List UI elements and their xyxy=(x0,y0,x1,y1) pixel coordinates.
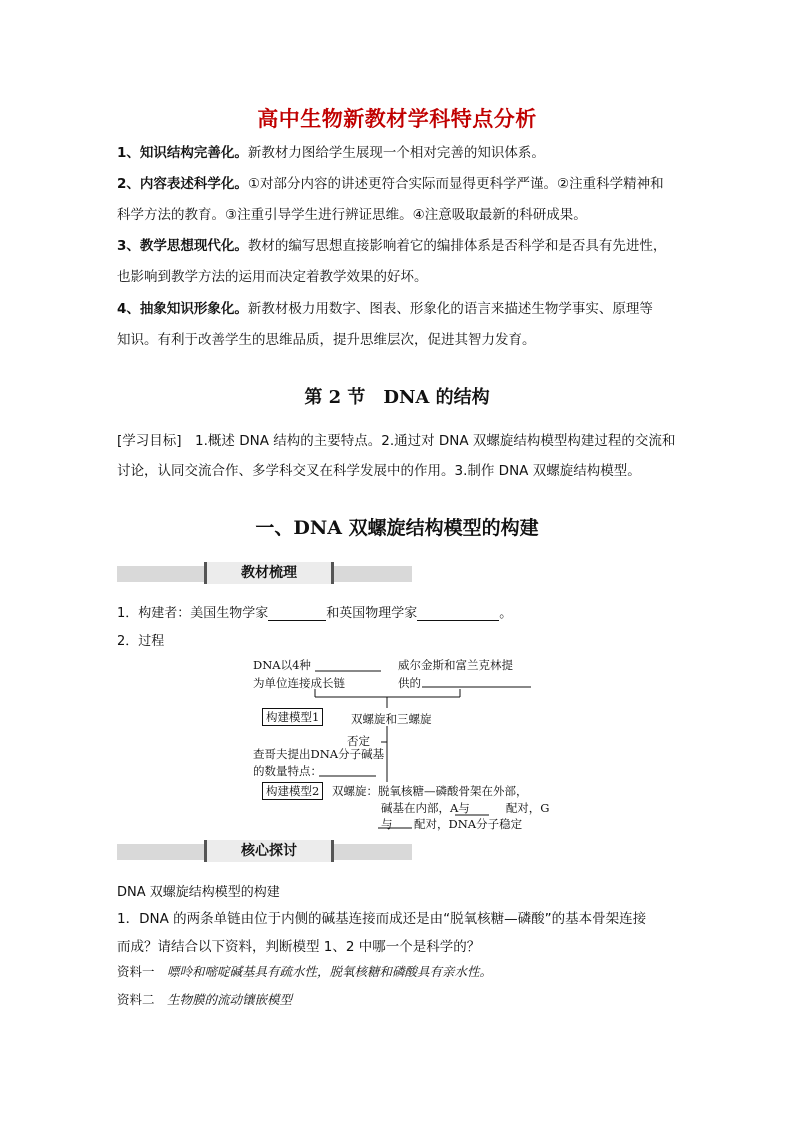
model-1-box: 构建模型1 xyxy=(262,708,323,726)
item-builders xyxy=(117,602,512,621)
core-question-line-1: 1．DNA 的两条单链由位于内侧的碱基连接而成还是由“脱氧核糖—磷酸”的基本骨架连接 xyxy=(117,911,647,927)
feature-1-text: 新教材力图给学生展现一个相对完善的知识体系。 xyxy=(247,145,545,161)
feature-4-text-1: 新教材极力用数字、图表、形象化的语言来描述生物学事实、原理等 xyxy=(247,301,653,317)
material-2 xyxy=(117,990,292,1008)
blank-physicist[interactable] xyxy=(417,606,499,621)
model-2-box: 构建模型2 xyxy=(262,782,323,800)
diagram-negate: 否定 xyxy=(347,734,370,748)
section-bar-core xyxy=(117,844,412,860)
diagram-chargaff-2: 的数量特点： xyxy=(253,764,322,778)
item-process: 2．过程 xyxy=(117,634,165,649)
learning-goals xyxy=(117,426,687,486)
material-2-text: 生物膜的流动镶嵌模型 xyxy=(167,992,293,1007)
feature-1-head: 1、知识结构完善化。 xyxy=(117,145,248,161)
feature-3 xyxy=(117,231,687,293)
diagram-tl-1: DNA以4种 xyxy=(253,658,311,672)
material-1 xyxy=(117,962,492,980)
item-builders-prefix: 1．构建者：美国生物学家 xyxy=(117,606,269,621)
core-heading: DNA 双螺旋结构模型的构建 xyxy=(117,885,280,900)
diagram-double-helix-2a: 碱基在内部，A与 xyxy=(381,801,470,815)
feature-3-text-1: 教材的编写思想直接影响着它的编排体系是否科学和是否具有先进性， xyxy=(247,238,667,254)
core-question xyxy=(117,905,687,961)
feature-2-text-1: ①对部分内容的讲述更符合实际而显得更科学严谨。②注重科学精神和 xyxy=(247,176,664,192)
feature-2 xyxy=(117,169,687,231)
core-question-line-2: 而成？请结合以下资料，判断模型 1、2 中哪一个是科学的？ xyxy=(117,939,481,955)
material-1-label: 资料一 xyxy=(117,964,155,979)
material-1-text: 嘌呤和嘧啶碱基具有疏水性，脱氧核糖和磷酸具有亲水性。 xyxy=(167,964,493,979)
feature-1 xyxy=(117,138,687,169)
feature-2-head: 2、内容表述科学化。 xyxy=(117,176,248,192)
feature-4-head: 4、抽象知识形象化。 xyxy=(117,301,248,317)
diagram-double-helix-2b: 配对，G与 xyxy=(381,801,550,831)
section-bar-label-core: 核心探讨 xyxy=(204,840,334,862)
section-title: 第 2 节 DNA 的结构 xyxy=(304,387,490,408)
diagram-helix-options: 双螺旋和三螺旋 xyxy=(351,712,432,726)
diagram-tr-1: 威尔金斯和富兰克林提 xyxy=(398,658,513,672)
learning-goals-line-2: 讨论，认同交流合作、多学科交叉在科学发展中的作用。3.制作 DNA 双螺旋结构模型。 xyxy=(117,463,641,479)
diagram-tr-2: 供的 xyxy=(398,676,421,690)
blank-biologist[interactable] xyxy=(268,606,326,621)
feature-2-text-2: 科学方法的教育。③注重引导学生进行辨证思维。④注意吸取最新的科研成果。 xyxy=(117,207,587,223)
learning-goals-line-1: [学习目标] 1.概述 DNA 结构的主要特点。2.通过对 DNA 双螺旋结构模型构建过程的交流和 xyxy=(117,433,676,449)
page-title: 高中生物新教材学科特点分析 xyxy=(257,107,537,131)
diagram-tl-2: 为单位连接成长链 xyxy=(253,676,345,690)
material-2-label: 资料二 xyxy=(117,992,155,1007)
process-diagram xyxy=(250,652,560,832)
section-bar-label: 教材梳理 xyxy=(204,562,334,584)
item-builders-middle: 和英国物理学家 xyxy=(326,606,418,621)
diagram-double-helix-3: 配对，DNA分子稳定 xyxy=(414,817,523,831)
feature-4-text-2: 知识。有利于改善学生的思维品质，提升思维层次，促进其智力发育。 xyxy=(117,332,536,348)
feature-3-text-2: 也影响到教学方法的运用而决定着教学效果的好坏。 xyxy=(117,269,428,285)
diagram-double-helix-1: 双螺旋：脱氧核糖—磷酸骨架在外部， xyxy=(332,784,528,798)
section-bar-textbook xyxy=(117,566,412,582)
subsection-title: 一、DNA 双螺旋结构模型的构建 xyxy=(255,517,539,539)
feature-4 xyxy=(117,294,687,356)
feature-3-head: 3、教学思想现代化。 xyxy=(117,238,248,254)
item-builders-suffix: 。 xyxy=(499,606,513,621)
diagram-chargaff-1: 查哥夫提出DNA分子碱基 xyxy=(253,747,385,761)
